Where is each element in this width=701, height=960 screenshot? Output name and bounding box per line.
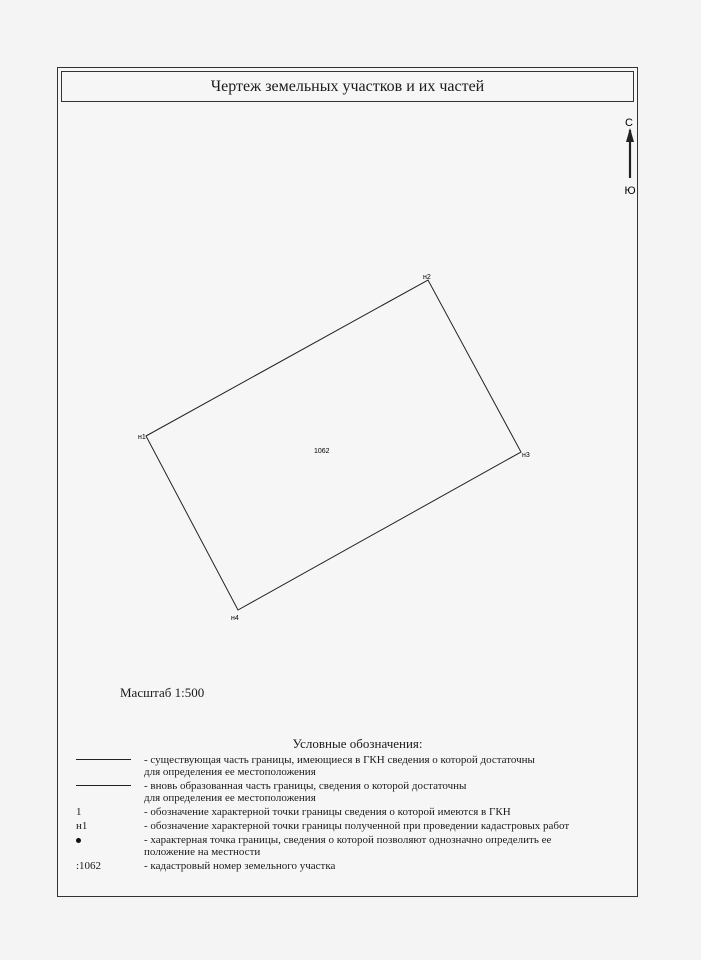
point-label-n2: н2: [423, 274, 431, 281]
legend-text: - характерная точка границы, сведения о которой позволяют однозначно определить ее положение на местности: [144, 834, 552, 858]
compass-south-label: Ю: [624, 185, 636, 197]
legend-text: - обозначение характерной точки границы сведения о которой имеются в ГКН: [144, 806, 511, 818]
legend-symbol-new-point: н1: [76, 820, 88, 832]
legend-text: - вновь образованная часть границы, сведения о которой достаточны для определения ее местоположения: [144, 780, 467, 804]
compass: [624, 117, 635, 197]
legend-text: - существующая часть границы, имеющиеся в ГКН сведения о которой достаточны для определения ее местоположения: [144, 754, 535, 778]
compass-arrowhead-icon: [626, 128, 634, 142]
compass-north-label: С: [625, 117, 633, 129]
legend-row: [76, 754, 621, 778]
legend-symbol-existing-line: [76, 754, 144, 778]
legend-text: - обозначение характерной точки границы полученной при проведении кадастровых работ: [144, 820, 570, 832]
scale-label: Масштаб 1:500: [120, 685, 205, 700]
legend-symbol-new-line: [76, 780, 144, 804]
point-label-n1: н1: [138, 434, 146, 441]
legend-row: [76, 834, 621, 858]
drawing-frame: [57, 67, 638, 897]
legend-row: [76, 820, 621, 832]
legend-symbol-dot-icon: [76, 834, 144, 858]
point-label-n4: н4: [231, 615, 239, 622]
legend: [76, 754, 621, 874]
legend-row: [76, 780, 621, 804]
parcel-boundary: [146, 280, 521, 610]
parcel-number: 1062: [314, 448, 330, 455]
parcel-plan: [58, 68, 636, 628]
point-label-n3: н3: [522, 452, 530, 459]
legend-row: [76, 806, 621, 818]
legend-text: - кадастровый номер земельного участка: [144, 860, 336, 872]
page-title: Чертеж земельных участков и их частей: [61, 71, 634, 102]
legend-title: Условные обозначения:: [292, 736, 423, 751]
legend-symbol-gkn-point: 1: [76, 806, 82, 818]
legend-row: [76, 860, 621, 872]
legend-symbol-cadastral-number: :1062: [76, 860, 102, 872]
